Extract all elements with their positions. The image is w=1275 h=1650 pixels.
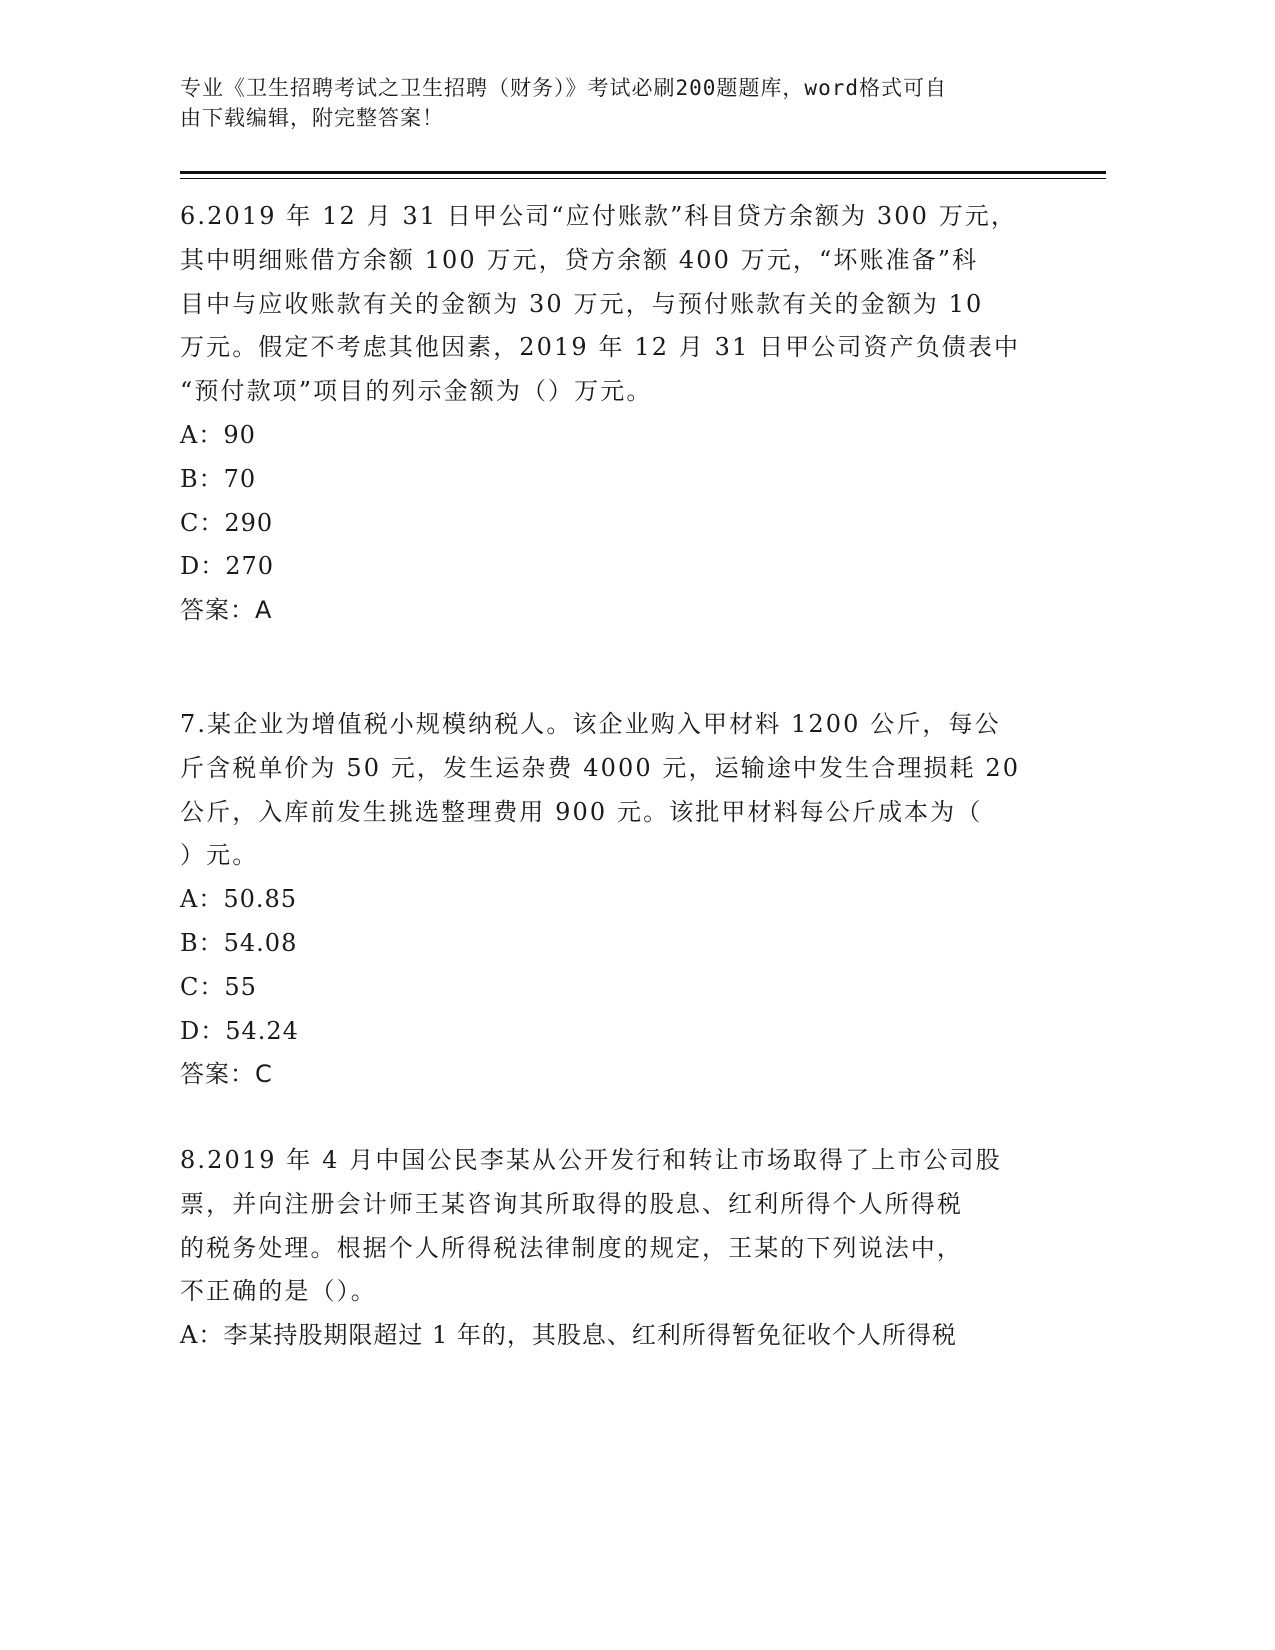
question-7 (180, 703, 1040, 1097)
question-stem-line: 其中明细账借方余额 100 万元，贷方余额 400 万元，“坏账准备”科 (180, 245, 979, 274)
document-header (180, 73, 1060, 133)
option-c: C：55 (180, 972, 257, 1001)
header-divider-thick (180, 171, 1106, 174)
option-b: B：70 (180, 464, 257, 493)
question-stem-line: 斤含税单价为 50 元，发生运杂费 4000 元，运输途中发生合理损耗 20 (180, 753, 1021, 782)
question-stem-line: 8.2019 年 4 月中国公民李某从公开发行和转让市场取得了上市公司股 (180, 1146, 1002, 1174)
question-stem-line: 7.某企业为增值税小规模纳税人。该企业购入甲材料 1200 公斤，每公 (180, 710, 1001, 738)
question-stem-line: 6.2019 年 12 月 31 日甲公司“应付账款”科目贷方余额为 300 万元， (180, 202, 1018, 230)
question-stem-line: 公斤，入库前发生挑选整理费用 900 元。该批甲材料每公斤成本为（ (180, 797, 983, 826)
answer-line: 答案：C (180, 1060, 273, 1089)
option-a: A：90 (180, 420, 256, 449)
question-stem-line: 目中与应收账款有关的金额为 30 万元，与预付账款有关的金额为 10 (180, 289, 984, 318)
option-b: B：54.08 (180, 928, 298, 957)
question-stem-line: 的税务处理。根据个人所得税法律制度的规定，王某的下列说法中， (180, 1233, 963, 1262)
option-a: A：李某持股期限超过 1 年的，其股息、红利所得暂免征收个人所得税 (180, 1321, 957, 1350)
option-a: A：50.85 (180, 885, 298, 914)
header-line-2: 由下载编辑，附完整答案！ (180, 106, 444, 130)
question-stem-line: ）元。 (180, 841, 259, 870)
question-8 (180, 1139, 1040, 1358)
header-line-1: 专业《卫生招聘考试之卫生招聘（财务）》考试必刷200题题库，word格式可自 (180, 76, 947, 100)
question-6 (180, 195, 1040, 633)
answer-line: 答案：A (180, 596, 273, 625)
header-divider-thin (180, 178, 1106, 179)
question-stem-line: “预付款项”项目的列示金额为（）万元。 (180, 377, 653, 406)
option-c: C：290 (180, 508, 274, 537)
option-d: D：54.24 (180, 1016, 299, 1045)
question-stem-line: 票，并向注册会计师王某咨询其所取得的股息、红利所得个人所得税 (180, 1189, 963, 1218)
question-stem-line: 不正确的是（）。 (180, 1277, 377, 1306)
question-stem-line: 万元。假定不考虑其他因素，2019 年 12 月 31 日甲公司资产负债表中 (180, 333, 1021, 362)
option-d: D：270 (180, 552, 275, 581)
